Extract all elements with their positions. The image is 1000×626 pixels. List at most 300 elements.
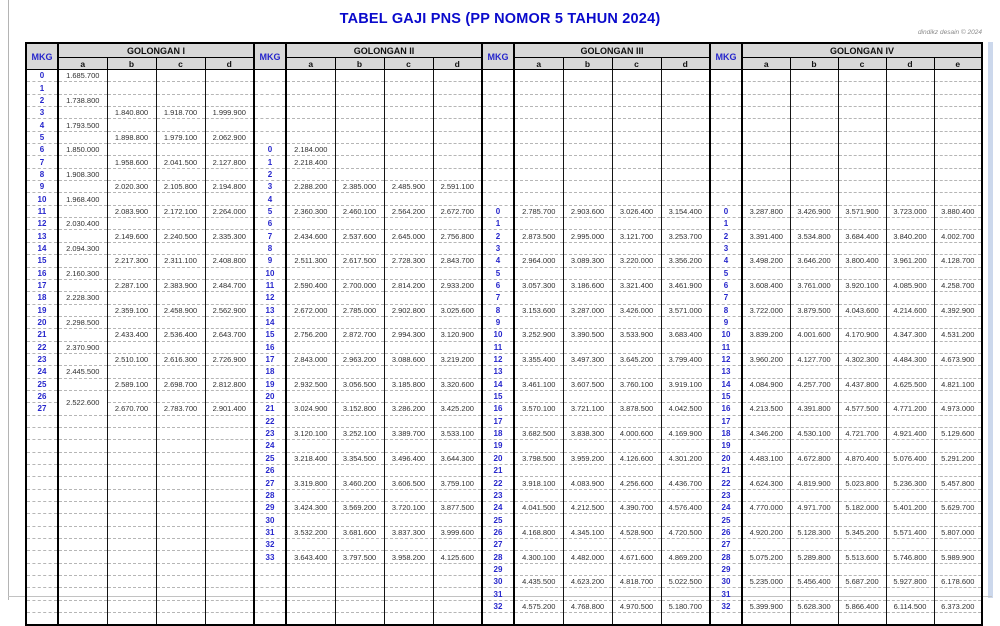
value-cell <box>107 502 156 514</box>
value-cell <box>286 94 335 106</box>
value-cell: 2.288.200 <box>286 181 335 193</box>
value-cell <box>742 193 790 205</box>
value-cell <box>514 218 563 230</box>
value-cell <box>58 452 107 464</box>
value-cell <box>107 82 156 94</box>
value-cell: 3.253.700 <box>661 230 710 242</box>
value-cell <box>107 168 156 180</box>
value-cell <box>612 242 661 254</box>
value-cell <box>790 193 838 205</box>
value-cell <box>514 514 563 526</box>
value-cell: 2.458.900 <box>156 304 205 316</box>
value-cell <box>107 613 156 626</box>
value-cell <box>286 242 335 254</box>
value-cell: 3.999.600 <box>433 526 482 538</box>
value-cell <box>286 600 335 612</box>
mkg-cell: 6 <box>710 279 742 291</box>
value-cell <box>156 465 205 477</box>
value-cell <box>886 415 934 427</box>
value-cell <box>58 255 107 267</box>
value-cell <box>790 563 838 575</box>
value-cell <box>514 119 563 131</box>
mkg-cell: 0 <box>482 205 514 217</box>
value-cell <box>838 341 886 353</box>
value-cell <box>384 144 433 156</box>
salary-table-head <box>26 43 982 70</box>
table-row <box>26 119 982 131</box>
mkg-cell: 14 <box>482 378 514 390</box>
value-cell <box>612 316 661 328</box>
table-row <box>26 279 982 291</box>
mkg-cell: 13 <box>254 304 286 316</box>
value-cell <box>205 563 254 575</box>
value-cell <box>205 440 254 452</box>
value-cell: 5.291.200 <box>934 452 982 464</box>
mkg-cell: 9 <box>710 316 742 328</box>
value-cell: 5.807.000 <box>934 526 982 538</box>
value-cell <box>384 156 433 168</box>
value-cell <box>286 70 335 82</box>
value-cell: 3.121.700 <box>612 230 661 242</box>
value-cell: 4.212.500 <box>563 502 612 514</box>
value-cell <box>886 70 934 82</box>
value-cell <box>384 218 433 230</box>
value-cell <box>790 465 838 477</box>
table-row <box>26 168 982 180</box>
value-cell <box>886 341 934 353</box>
value-cell <box>433 218 482 230</box>
value-cell <box>790 82 838 94</box>
value-cell <box>661 94 710 106</box>
mkg-cell: 11 <box>710 341 742 353</box>
col-header-golongan-iv-e: e <box>934 58 982 70</box>
value-cell: 3.681.600 <box>335 526 384 538</box>
mkg-cell: 30 <box>254 514 286 526</box>
value-cell: 3.498.200 <box>742 255 790 267</box>
table-row <box>26 353 982 365</box>
col-header-golongan-iv-a: a <box>742 58 790 70</box>
value-cell: 4.391.800 <box>790 403 838 415</box>
value-cell: 1.685.700 <box>58 70 107 82</box>
value-cell <box>934 168 982 180</box>
value-cell <box>286 168 335 180</box>
value-cell <box>934 440 982 452</box>
value-cell: 2.433.400 <box>107 329 156 341</box>
value-cell <box>742 465 790 477</box>
value-cell <box>790 390 838 402</box>
value-cell <box>661 131 710 143</box>
value-cell: 4.436.700 <box>661 477 710 489</box>
value-cell <box>335 366 384 378</box>
value-cell <box>58 600 107 612</box>
value-cell <box>612 390 661 402</box>
value-cell: 3.424.300 <box>286 502 335 514</box>
value-cell <box>934 465 982 477</box>
mkg-cell: 2 <box>254 168 286 180</box>
mkg-cell: 17 <box>710 415 742 427</box>
value-cell: 4.870.400 <box>838 452 886 464</box>
value-cell <box>612 563 661 575</box>
mkg-cell: 8 <box>254 242 286 254</box>
value-cell <box>886 563 934 575</box>
value-cell <box>58 551 107 563</box>
value-cell <box>934 218 982 230</box>
table-row <box>26 242 982 254</box>
value-cell <box>790 588 838 600</box>
value-cell <box>563 588 612 600</box>
value-cell: 5.023.800 <box>838 477 886 489</box>
value-cell: 2.536.400 <box>156 329 205 341</box>
value-cell <box>886 489 934 501</box>
value-cell: 2.672.000 <box>286 304 335 316</box>
mkg-cell: 31 <box>482 588 514 600</box>
value-cell <box>790 156 838 168</box>
mkg-cell: 3 <box>482 242 514 254</box>
value-cell: 4.128.700 <box>934 255 982 267</box>
value-cell: 5.129.600 <box>934 427 982 439</box>
value-cell: 1.840.800 <box>107 107 156 119</box>
value-cell: 4.042.500 <box>661 403 710 415</box>
mkg-cell: 1 <box>710 218 742 230</box>
value-cell <box>335 119 384 131</box>
table-row <box>26 255 982 267</box>
table-row <box>26 366 982 378</box>
mkg-cell: 27 <box>254 477 286 489</box>
value-cell <box>742 242 790 254</box>
value-cell: 3.683.400 <box>661 329 710 341</box>
mkg-cell: 33 <box>254 551 286 563</box>
value-cell: 4.126.600 <box>612 452 661 464</box>
value-cell <box>205 613 254 626</box>
value-cell <box>838 119 886 131</box>
value-cell <box>563 440 612 452</box>
value-cell <box>286 292 335 304</box>
value-cell: 2.511.300 <box>286 255 335 267</box>
value-cell: 2.460.100 <box>335 205 384 217</box>
mkg-cell: 24 <box>482 502 514 514</box>
value-cell: 5.235.000 <box>742 576 790 588</box>
value-cell <box>563 82 612 94</box>
value-cell: 4.437.800 <box>838 378 886 390</box>
value-cell: 5.866.400 <box>838 600 886 612</box>
mkg-cell: 12 <box>26 218 58 230</box>
value-cell: 3.355.400 <box>514 353 563 365</box>
value-cell: 1.968.400 <box>58 193 107 205</box>
mkg-cell: 4 <box>710 255 742 267</box>
value-cell: 3.320.600 <box>433 378 482 390</box>
value-cell <box>838 218 886 230</box>
value-cell <box>156 390 205 402</box>
value-cell <box>335 415 384 427</box>
value-cell <box>156 341 205 353</box>
col-header-golongan-iv-b: b <box>790 58 838 70</box>
value-cell: 2.030.400 <box>58 218 107 230</box>
value-cell <box>661 82 710 94</box>
mkg-cell <box>254 600 286 612</box>
value-cell <box>384 576 433 588</box>
mkg-cell: 1 <box>482 218 514 230</box>
mkg-cell <box>254 131 286 143</box>
value-cell: 3.390.500 <box>563 329 612 341</box>
value-cell: 3.799.400 <box>661 353 710 365</box>
mkg-cell <box>26 539 58 551</box>
value-cell <box>107 292 156 304</box>
mkg-cell: 10 <box>254 267 286 279</box>
value-cell <box>661 563 710 575</box>
value-cell <box>433 156 482 168</box>
value-cell: 1.898.800 <box>107 131 156 143</box>
value-cell <box>563 415 612 427</box>
value-cell <box>790 613 838 626</box>
value-cell <box>58 489 107 501</box>
mkg-cell: 27 <box>26 403 58 415</box>
value-cell: 5.180.700 <box>661 600 710 612</box>
mkg-cell: 25 <box>710 514 742 526</box>
value-cell <box>514 156 563 168</box>
mkg-header-2: MKG <box>254 43 286 70</box>
value-cell <box>205 366 254 378</box>
value-cell <box>58 378 107 390</box>
mkg-cell: 15 <box>26 255 58 267</box>
mkg-cell: 18 <box>254 366 286 378</box>
value-cell: 2.933.200 <box>433 279 482 291</box>
value-cell <box>335 144 384 156</box>
value-cell: 3.426.000 <box>612 304 661 316</box>
mkg-cell <box>710 613 742 626</box>
value-cell: 3.056.500 <box>335 378 384 390</box>
value-cell <box>514 415 563 427</box>
mkg-cell: 11 <box>254 279 286 291</box>
value-cell <box>742 489 790 501</box>
value-cell <box>58 82 107 94</box>
value-cell <box>205 551 254 563</box>
value-cell: 2.218.400 <box>286 156 335 168</box>
value-cell: 1.738.800 <box>58 94 107 106</box>
value-cell <box>563 193 612 205</box>
value-cell <box>156 563 205 575</box>
mkg-cell <box>26 526 58 538</box>
value-cell <box>205 242 254 254</box>
table-row <box>26 230 982 242</box>
value-cell <box>335 440 384 452</box>
value-cell <box>742 168 790 180</box>
mkg-cell: 29 <box>482 563 514 575</box>
value-cell <box>107 193 156 205</box>
mkg-cell: 12 <box>254 292 286 304</box>
mkg-cell: 2 <box>482 230 514 242</box>
value-cell <box>205 82 254 94</box>
value-cell <box>886 292 934 304</box>
value-cell <box>433 94 482 106</box>
value-cell: 4.001.600 <box>790 329 838 341</box>
value-cell: 2.485.900 <box>384 181 433 193</box>
value-cell <box>156 502 205 514</box>
mkg-cell: 17 <box>26 279 58 291</box>
value-cell <box>335 131 384 143</box>
value-cell <box>886 94 934 106</box>
mkg-cell <box>482 131 514 143</box>
value-cell <box>742 563 790 575</box>
value-cell <box>156 427 205 439</box>
value-cell <box>286 415 335 427</box>
mkg-cell <box>254 107 286 119</box>
value-cell: 4.125.600 <box>433 551 482 563</box>
value-cell: 2.872.700 <box>335 329 384 341</box>
value-cell: 3.720.100 <box>384 502 433 514</box>
mkg-cell: 5 <box>254 205 286 217</box>
value-cell: 2.785.000 <box>335 304 384 316</box>
mkg-cell: 20 <box>254 390 286 402</box>
value-cell <box>742 440 790 452</box>
value-cell <box>205 292 254 304</box>
value-cell: 3.919.100 <box>661 378 710 390</box>
value-cell <box>107 452 156 464</box>
mkg-cell <box>26 427 58 439</box>
mkg-cell: 32 <box>710 600 742 612</box>
value-cell <box>612 107 661 119</box>
value-cell <box>886 366 934 378</box>
mkg-cell <box>26 576 58 588</box>
value-cell <box>563 539 612 551</box>
value-cell <box>205 600 254 612</box>
value-cell <box>612 193 661 205</box>
mkg-cell: 0 <box>26 70 58 82</box>
value-cell <box>205 576 254 588</box>
value-cell: 4.577.500 <box>838 403 886 415</box>
value-cell <box>156 539 205 551</box>
mkg-cell <box>482 70 514 82</box>
value-cell <box>58 107 107 119</box>
salary-table <box>25 42 983 626</box>
value-cell <box>58 329 107 341</box>
value-cell <box>335 107 384 119</box>
value-cell: 4.000.600 <box>612 427 661 439</box>
value-cell <box>156 94 205 106</box>
value-cell <box>384 563 433 575</box>
mkg-cell: 31 <box>710 588 742 600</box>
mkg-cell <box>710 82 742 94</box>
value-cell: 2.843.700 <box>433 255 482 267</box>
value-cell <box>661 107 710 119</box>
value-cell <box>156 452 205 464</box>
value-cell: 5.989.900 <box>934 551 982 563</box>
value-cell <box>790 366 838 378</box>
col-header-golongan-iii-c: c <box>612 58 661 70</box>
value-cell: 3.287.000 <box>563 304 612 316</box>
mkg-cell: 2 <box>710 230 742 242</box>
value-cell: 4.531.200 <box>934 329 982 341</box>
table-row <box>26 267 982 279</box>
value-cell <box>612 267 661 279</box>
value-cell: 5.399.900 <box>742 600 790 612</box>
value-cell <box>661 588 710 600</box>
value-cell: 3.057.300 <box>514 279 563 291</box>
value-cell <box>661 70 710 82</box>
mkg-cell: 22 <box>254 415 286 427</box>
value-cell: 5.182.000 <box>838 502 886 514</box>
value-cell <box>934 131 982 143</box>
table-row <box>26 489 982 501</box>
mkg-cell <box>26 563 58 575</box>
value-cell <box>156 600 205 612</box>
value-cell: 3.682.500 <box>514 427 563 439</box>
mkg-cell: 9 <box>482 316 514 328</box>
value-cell <box>286 588 335 600</box>
mkg-cell <box>254 82 286 94</box>
value-cell <box>612 70 661 82</box>
value-cell <box>514 613 563 626</box>
value-cell: 3.425.200 <box>433 403 482 415</box>
value-cell: 1.999.900 <box>205 107 254 119</box>
value-cell: 2.591.100 <box>433 181 482 193</box>
value-cell <box>563 181 612 193</box>
value-cell: 5.456.400 <box>790 576 838 588</box>
value-cell <box>107 427 156 439</box>
mkg-cell: 7 <box>482 292 514 304</box>
value-cell <box>742 131 790 143</box>
value-cell: 4.392.900 <box>934 304 982 316</box>
value-cell <box>886 181 934 193</box>
value-cell: 4.257.700 <box>790 378 838 390</box>
value-cell <box>58 131 107 143</box>
value-cell <box>58 563 107 575</box>
value-cell <box>514 144 563 156</box>
value-cell: 2.672.700 <box>433 205 482 217</box>
value-cell: 4.300.100 <box>514 551 563 563</box>
value-cell <box>838 390 886 402</box>
col-header-golongan-i-a: a <box>58 58 107 70</box>
value-cell <box>384 390 433 402</box>
value-cell: 4.575.200 <box>514 600 563 612</box>
value-cell <box>563 366 612 378</box>
table-row <box>26 304 982 316</box>
value-cell: 2.287.100 <box>107 279 156 291</box>
value-cell <box>934 613 982 626</box>
table-row <box>26 465 982 477</box>
value-cell <box>514 341 563 353</box>
value-cell: 3.569.200 <box>335 502 384 514</box>
value-cell <box>612 539 661 551</box>
mkg-cell <box>482 168 514 180</box>
value-cell <box>838 82 886 94</box>
value-cell <box>433 588 482 600</box>
mkg-cell: 23 <box>482 489 514 501</box>
value-cell: 4.528.900 <box>612 526 661 538</box>
value-cell <box>384 588 433 600</box>
value-cell: 4.818.700 <box>612 576 661 588</box>
value-cell: 4.921.400 <box>886 427 934 439</box>
mkg-cell: 7 <box>254 230 286 242</box>
mkg-cell <box>254 70 286 82</box>
value-cell <box>514 168 563 180</box>
value-cell <box>838 489 886 501</box>
value-cell <box>205 526 254 538</box>
value-cell <box>205 316 254 328</box>
value-cell <box>838 613 886 626</box>
value-cell <box>661 440 710 452</box>
value-cell: 2.160.300 <box>58 267 107 279</box>
value-cell <box>107 267 156 279</box>
table-row <box>26 181 982 193</box>
value-cell <box>156 576 205 588</box>
value-cell: 3.120.100 <box>286 427 335 439</box>
value-cell: 3.252.900 <box>514 329 563 341</box>
value-cell <box>886 242 934 254</box>
value-cell <box>384 119 433 131</box>
value-cell <box>661 156 710 168</box>
value-cell: 2.589.100 <box>107 378 156 390</box>
value-cell <box>58 156 107 168</box>
